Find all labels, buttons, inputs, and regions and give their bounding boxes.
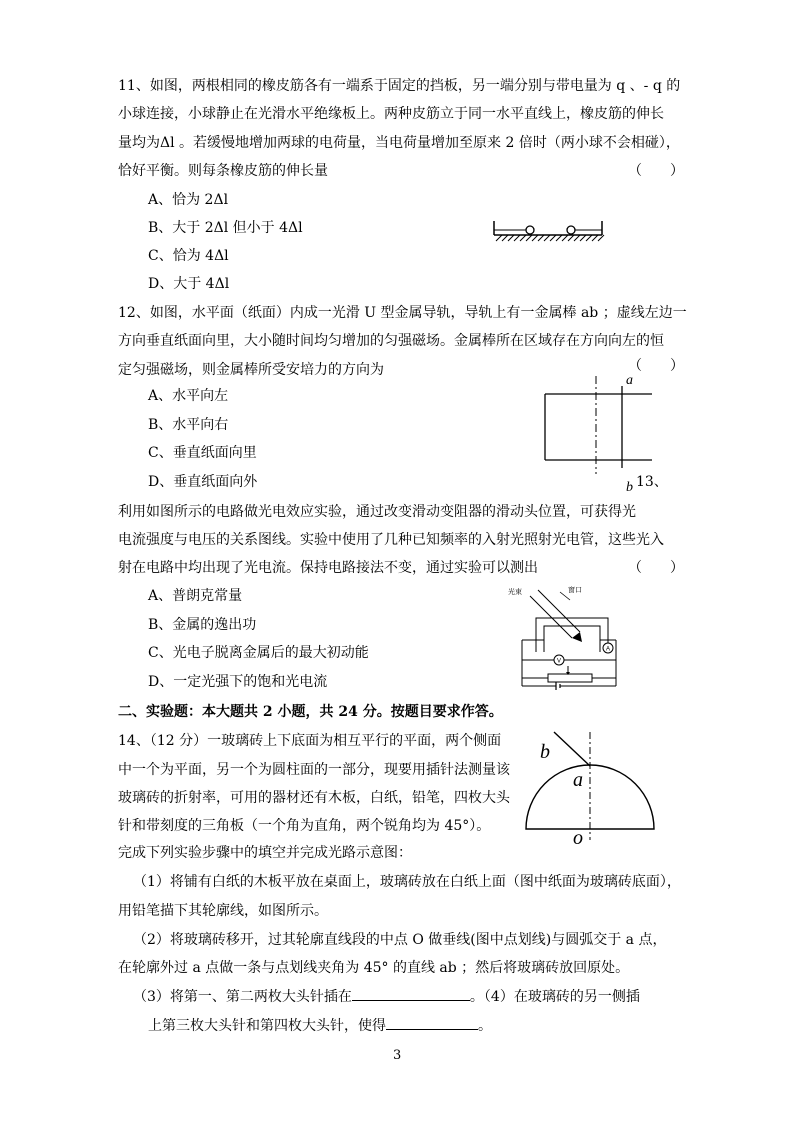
q14-label-a: a <box>573 769 583 791</box>
q12-label-a: a <box>626 373 633 388</box>
q13-option-c: C、光电子脱离金属后的最大初动能 <box>148 645 369 661</box>
q13-line-3: 射在电路中均出现了光电流。保持电路接法不变，通过实验可以测出 <box>118 560 538 576</box>
q13-option-d: D、一定光强下的饱和光电流 <box>148 674 328 690</box>
q12-line-1: 12、如图，水平面（纸面）内成一光滑 U 型金属导轨，导轨上有一金属棒 ab ；虚线左边一 <box>118 305 687 321</box>
q13-figure <box>508 582 628 696</box>
q11-line-2: 小球连接，小球静止在光滑水平绝缘板上。两种皮筋立于同一水平直线上，橡皮筋的伸长 <box>118 106 664 122</box>
q13-voltmeter-label: V <box>556 658 562 665</box>
q13-ammeter-label: A <box>605 646 611 653</box>
q12-answer-bracket: （ ） <box>628 358 684 374</box>
q14-label-o: o <box>573 827 583 849</box>
q13-number: 13、 <box>636 474 668 490</box>
q13-answer-bracket: （ ） <box>628 560 684 576</box>
q11-option-d: D、大于 4Δl <box>148 276 230 292</box>
q14-step4-end: 。 <box>478 1018 492 1034</box>
q14-line-4: 针和带刻度的三角板（一个角为直角，两个锐角均为 45°）。 <box>118 818 491 834</box>
q14-line-1: 14、（12 分）一玻璃砖上下底面为相互平行的平面，两个侧面 <box>118 733 502 749</box>
q12-line-2: 方向垂直纸面向里，大小随时间均匀增加的匀强磁场。金属棒所在区域存在方向向左的恒 <box>118 333 664 349</box>
q12-label-b: b <box>626 480 633 495</box>
q11-option-c: C、恰为 4Δl <box>148 248 229 264</box>
q13-line-1: 利用如图所示的电路做光电效应实验，通过改变滑动变阻器的滑动头位置，可获得光 <box>118 504 636 520</box>
page-number: 3 <box>393 1048 402 1063</box>
q13-line-2: 电流强度与电压的关系图线。实验中使用了几种已知频率的入射光照射光电管，这些光入 <box>118 532 664 548</box>
q14-step4-answer-blank <box>386 1015 478 1030</box>
q12-option-d: D、垂直纸面向外 <box>148 474 258 490</box>
q13-light-label: 光束 <box>508 588 522 596</box>
q14-step3-answer-blank <box>352 986 470 1001</box>
q14-step4-text: 上第三枚大头针和第四枚大头针，使得 <box>148 1018 386 1034</box>
q14-step2-line-2: 在轮廓外过 a 点做一条与点划线夹角为 45° 的直线 ab ；然后将玻璃砖放回原处。 <box>118 960 630 976</box>
q11-option-b: B、大于 2Δl 但小于 4Δl <box>148 220 303 236</box>
q14-step4 <box>148 1015 492 1036</box>
q14-step3-text: （3）将第一、第二两枚大头针插在 <box>133 989 352 1005</box>
q14-line-3: 玻璃砖的折射率，可用的器材还有木板，白纸，铅笔，四枚大头 <box>118 790 510 806</box>
q14-line-5: 完成下列实验步骤中的填空并完成光路示意图： <box>118 845 412 861</box>
q14-step1-line-2: 用铅笔描下其轮廓线，如图所示。 <box>118 903 328 919</box>
q12-option-a: A、水平向左 <box>148 388 229 404</box>
q13-window-label: 窗口 <box>568 586 582 594</box>
q14-step3 <box>133 986 640 1007</box>
q12-option-c: C、垂直纸面向里 <box>148 445 257 461</box>
q14-label-b: b <box>540 741 550 763</box>
q11-answer-bracket: （ ） <box>628 163 684 179</box>
q11-figure <box>490 215 610 245</box>
q12-option-b: B、水平向右 <box>148 417 229 433</box>
q11-line-4: 恰好平衡。则每条橡皮筋的伸长量 <box>118 163 328 179</box>
q11-option-a: A、恰为 2Δl <box>148 192 229 208</box>
q13-option-a: A、普朗克常量 <box>148 588 243 604</box>
q14-step2-line-1: （2）将玻璃砖移开，过其轮廓直线段的中点 O 做垂线(图中点划线)与圆弧交于 a 点， <box>133 932 667 948</box>
q11-line-1: 11、如图，两根相同的橡皮筋各有一端系于固定的挡板，另一端分别与带电量为 q 、- q 的 <box>118 78 681 94</box>
q11-line-3: 量均为Δl 。若缓慢地增加两球的电荷量，当电荷量增加至原来 2 倍时（两小球不会相碰）， <box>118 135 680 151</box>
q14-line-2: 中一个为平面，另一个为圆柱面的一部分，现要用插针法测量该 <box>118 762 510 778</box>
q14-step1-line-1: （1）将铺有白纸的木板平放在桌面上，玻璃砖放在白纸上面（图中纸面为玻璃砖底面）， <box>133 874 681 890</box>
q12-line-3: 定匀强磁场，则金属棒所受安培力的方向为 <box>118 362 384 378</box>
section-2-heading: 二、实验题：本大题共 2 小题，共 24 分。按题目要求作答。 <box>118 704 503 720</box>
q14-step4-start: 。（4）在玻璃砖的另一侧插 <box>469 989 640 1005</box>
q13-option-b: B、金属的逸出功 <box>148 617 257 633</box>
